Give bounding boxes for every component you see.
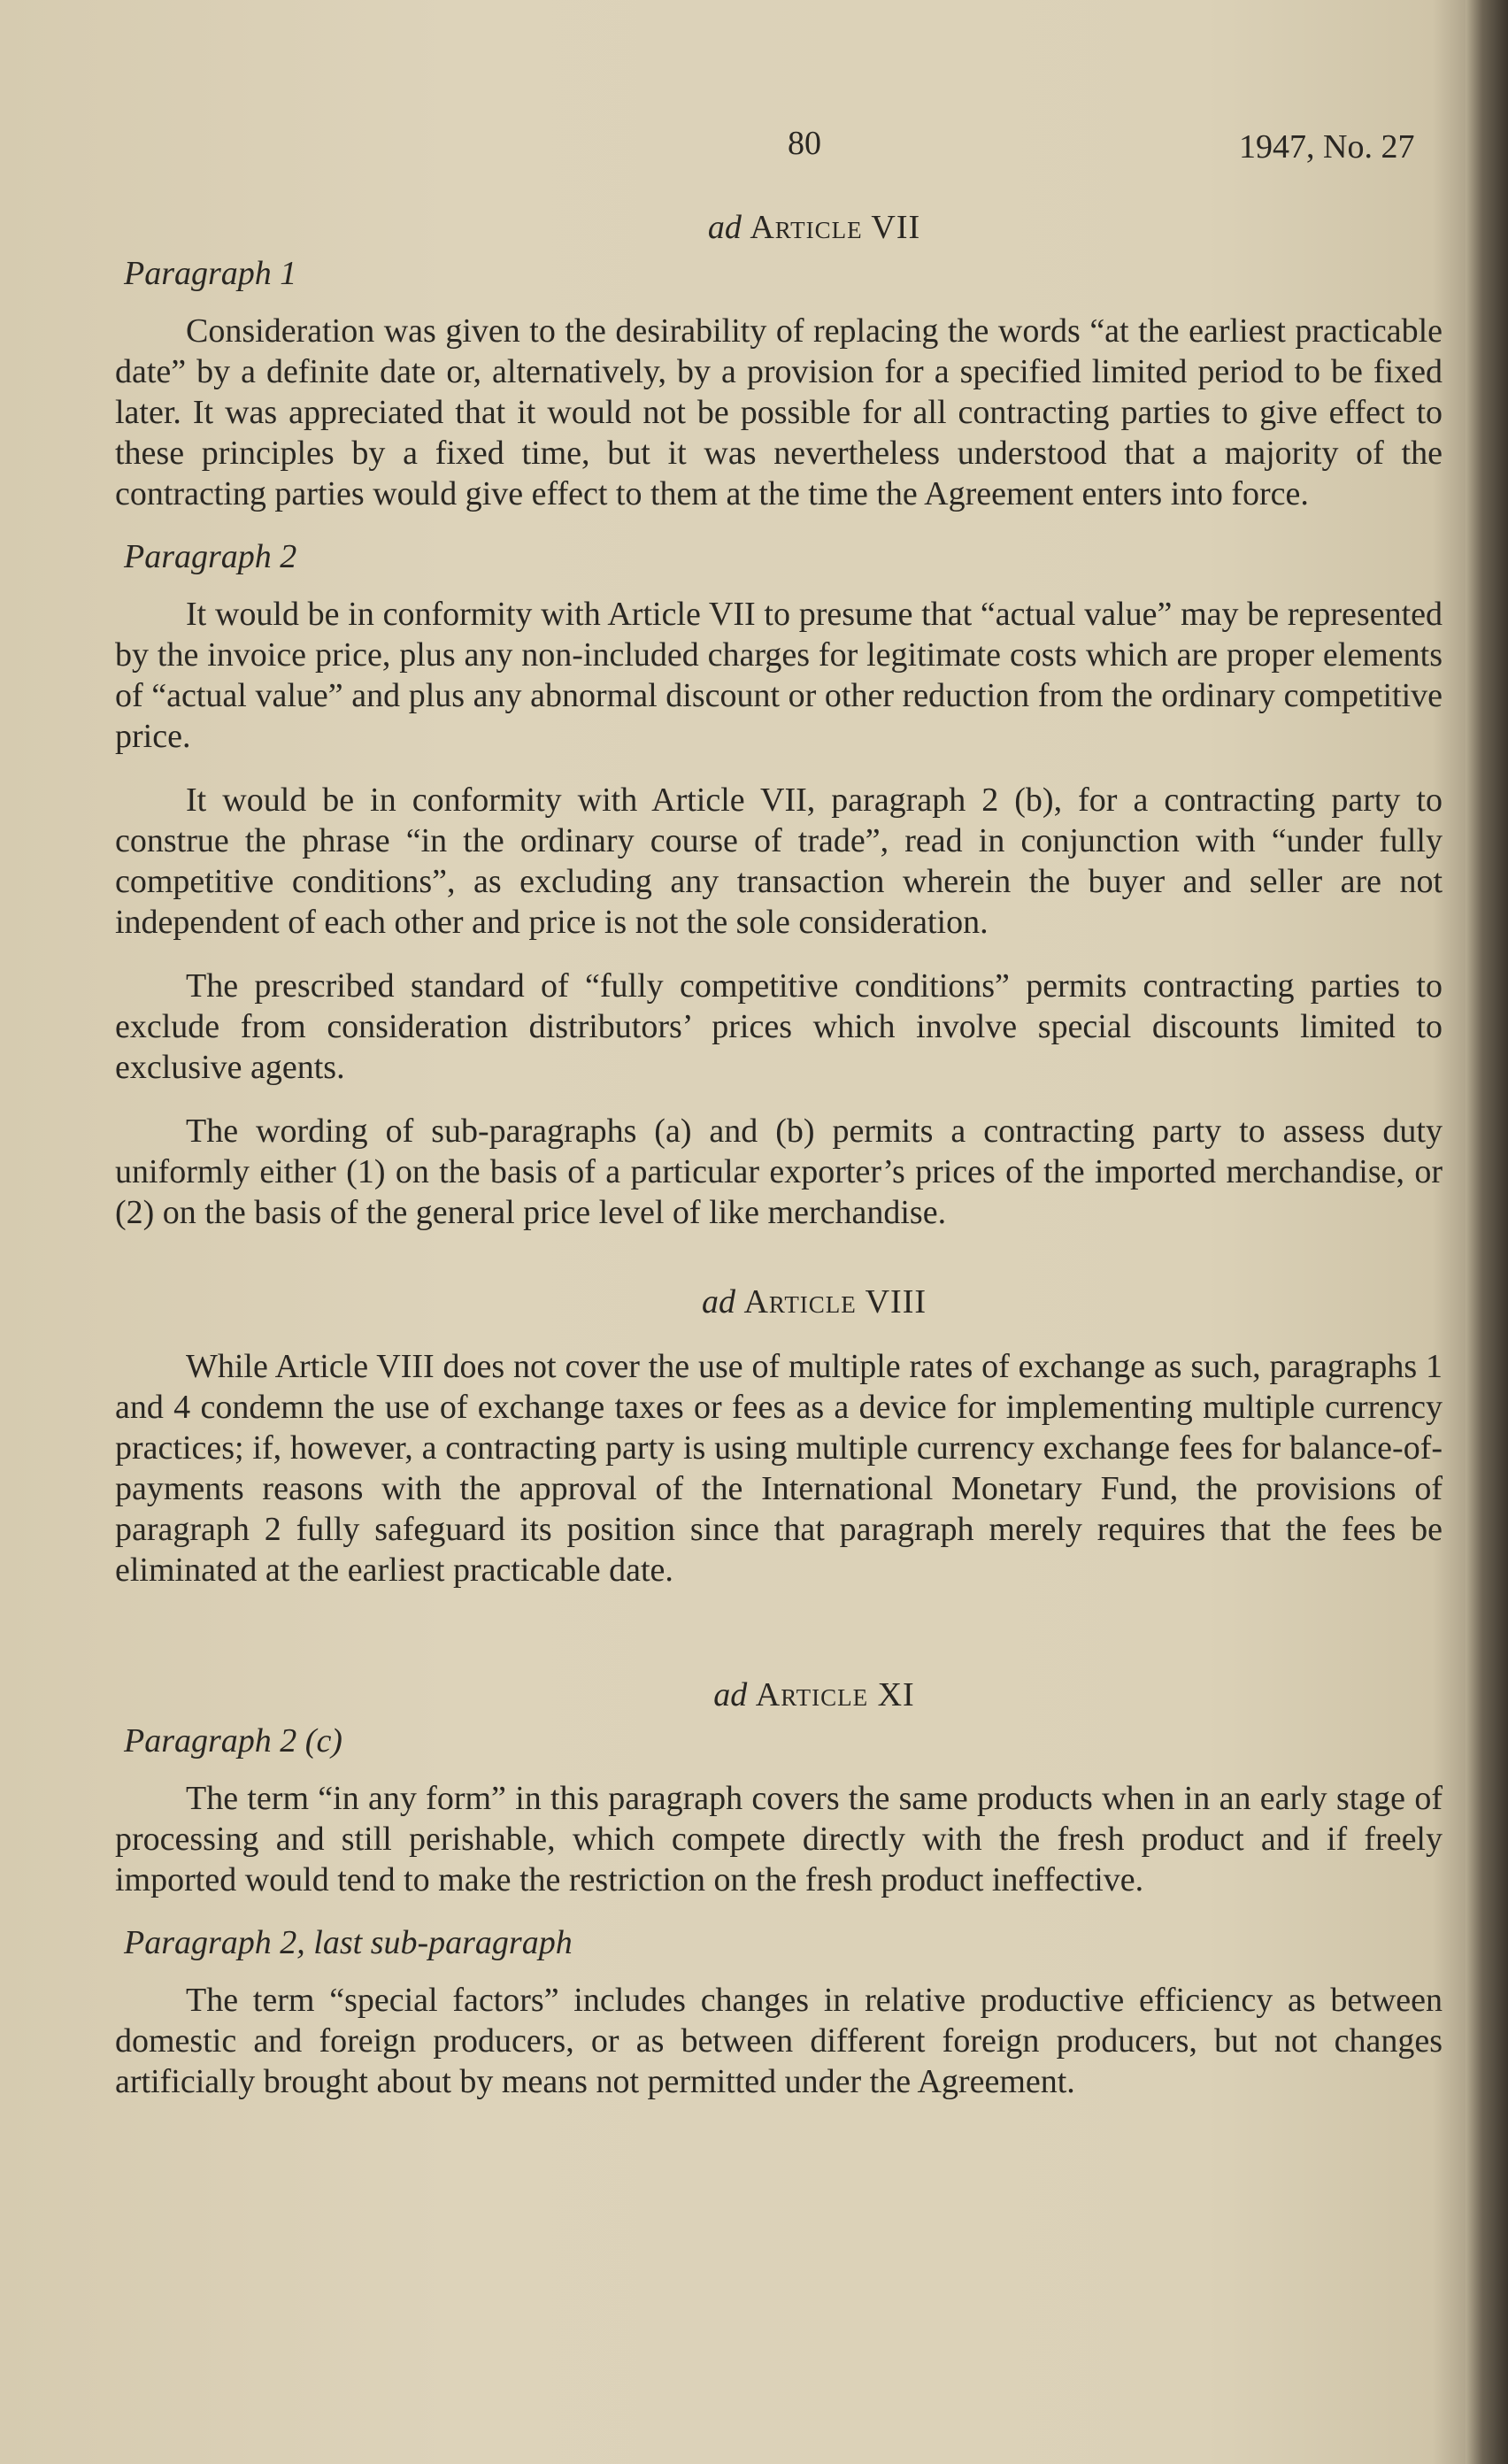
- article-heading-title: Article VII: [750, 209, 921, 246]
- document-body: [115, 199, 1443, 2125]
- binding-edge: [1466, 0, 1508, 2464]
- body-paragraph: The term “special factors” includes changes in relative productive efficiency as between domestic and foreign producers, or as between different foreign producers, but not changes artificially brought about by means not permitted under the Agreement.: [115, 1982, 1443, 2100]
- spacer: [115, 1328, 1443, 1346]
- spacer: [115, 1613, 1443, 1667]
- body-paragraph: While Article VIII does not cover the use of multiple rates of exchange as such, paragraphs 1 and 4 condemn the use of exchange taxes or fees as a device for implementing multiple currency practices; if, however, a contracting party is using multiple currency exchange fees for balance-of-payments reasons with the approval of the International Monetary Fund, the provisions of paragraph 2 fully safeguard its position since that paragraph merely requires that the fees be eliminated at the earliest practicable date.: [115, 1348, 1443, 1589]
- page-number: 80: [788, 125, 821, 162]
- body-paragraph: The wording of sub-paragraphs (a) and (b) permits a contracting party to assess duty uniformly either (1) on the basis of a particular exporter’s prices of the imported merchandise, or (2) on the basis of the general price level of like merchandise.: [115, 1113, 1443, 1231]
- article-heading-title: Article XI: [755, 1676, 915, 1713]
- body-paragraph: Consideration was given to the desirability of replacing the words “at the earliest practicable date” by a definite date or, alternatively, by a provision for a specified limited period to be fixed later. It was appreciated that it would not be possible for all contracting parties to give effect to these principles by a fixed time, but it was nevertheless understood that a majority of the contracting parties would give effect to them at the time the Agreement enters into force.: [115, 312, 1443, 512]
- article-heading-ad: ad: [707, 209, 742, 246]
- spacer: [115, 1256, 1443, 1274]
- article-heading: [115, 208, 1443, 247]
- body-paragraph: It would be in conformity with Article VII, paragraph 2 (b), for a contracting party to construe the phrase “in the ordinary course of trade”, read in conjunction with “under fully competitive conditions”, as excluding any transaction wherein the buyer and seller are not independent of each other and price is not the sole consideration.: [115, 782, 1443, 941]
- body-paragraph: The term “in any form” in this paragraph covers the same products when in an early stage of processing and still perishable, which compete directly with the fresh product and if freely imported would tend to make the restriction on the fresh product ineffective.: [115, 1780, 1443, 1898]
- article-heading: [115, 1282, 1443, 1321]
- paragraph-label: Paragraph 1: [124, 255, 297, 292]
- body-paragraph: The prescribed standard of “fully competitive conditions” permits contracting parties to exclude from consideration distributors’ prices which involve special discounts limited to exclusive agents.: [115, 967, 1443, 1086]
- article-heading-ad: ad: [701, 1283, 735, 1321]
- paragraph-label: Paragraph 2 (c): [124, 1722, 342, 1759]
- paragraph-label: Paragraph 2, last sub-paragraph: [124, 1924, 573, 1961]
- body-paragraph: It would be in conformity with Article VII to presume that “actual value” may be represented by the invoice price, plus any non-included charges for legitimate costs which are proper elements of “actual value” and plus any abnormal discount or other reduction from the ordinary competitive price.: [115, 596, 1443, 755]
- paragraph-label: Paragraph 2: [124, 538, 297, 575]
- article-heading: [115, 1675, 1443, 1714]
- year-and-number: 1947, No. 27: [1239, 128, 1415, 166]
- page-header: [0, 124, 1508, 177]
- article-heading-ad: ad: [713, 1676, 748, 1713]
- article-heading-title: Article VIII: [743, 1283, 927, 1321]
